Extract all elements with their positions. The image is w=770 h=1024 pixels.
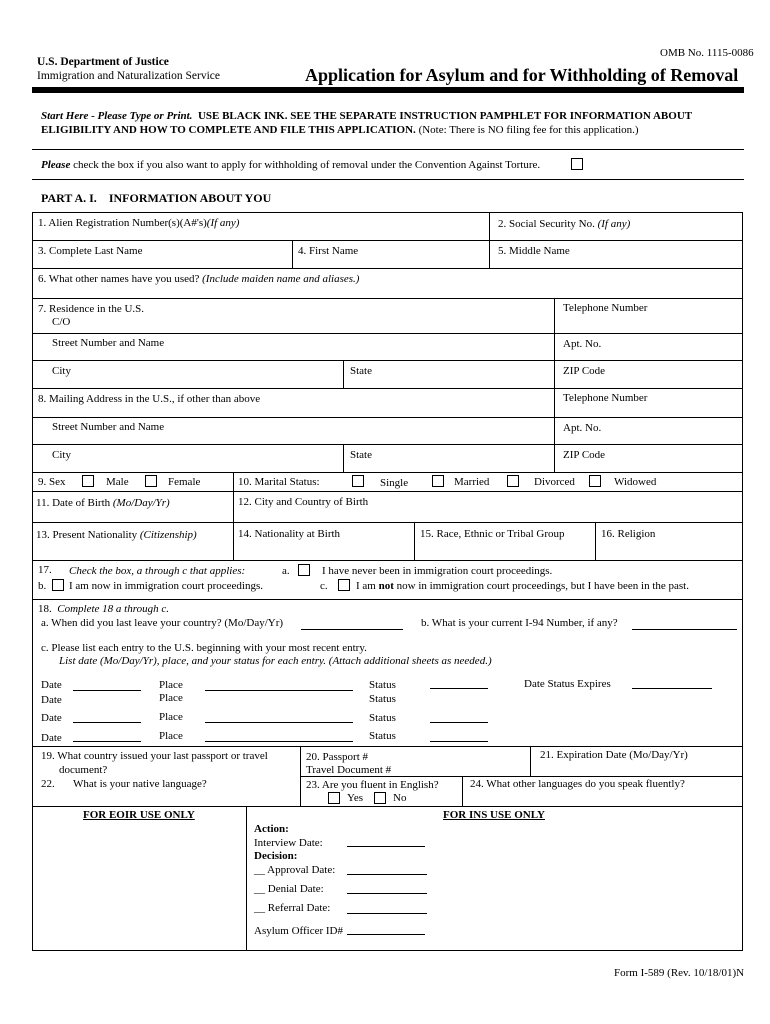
option-c-label: I am not now in immigration court proceedings, but I have been in the past. (356, 580, 689, 592)
divider (32, 179, 744, 180)
entry-date-label: Date (41, 732, 62, 744)
field-19-label: 19. What country issued your last passport or travel (41, 750, 268, 762)
field-14-label: 14. Nationality at Birth (238, 528, 341, 540)
zip-label: ZIP Code (563, 449, 606, 461)
sex-male-checkbox[interactable] (82, 475, 94, 487)
part-heading: PART A. I. INFORMATION ABOUT YOU (41, 191, 272, 205)
option-b-label: I am now in immigration court proceedings. (69, 580, 263, 592)
intro-line-2: ELIGIBILITY AND HOW TO COMPLETE AND FILE THIS APPLICATION. (Note: There is NO filing fee for this application.) (41, 124, 639, 136)
entry-status-label: Status (369, 693, 396, 705)
entry-date-label: Date (41, 712, 62, 724)
no-label: No (393, 792, 407, 804)
approval-date-label: __ Approval Date: (254, 864, 336, 876)
option-a-label: I have never been in immigration court proceedings. (322, 565, 553, 577)
field-8-label: 8. Mailing Address in the U.S., if other than above (38, 393, 261, 405)
entry-place-label: Place (159, 692, 183, 704)
female-label: Female (168, 476, 201, 488)
entry-place-line[interactable] (205, 741, 353, 742)
single-label: Single (380, 477, 409, 489)
field-20-passport-label: 20. Passport # (306, 751, 369, 763)
street-label: Street Number and Name (52, 421, 165, 433)
state-label: State (350, 449, 372, 461)
entry-status-label: Status (369, 712, 396, 724)
apt-label: Apt. No. (563, 422, 602, 434)
zip-label: ZIP Code (563, 365, 606, 377)
field-9-label: 9. Sex (38, 476, 66, 488)
omb-number: OMB No. 1115-0086 (660, 47, 754, 59)
date-status-expires-line[interactable] (632, 688, 712, 689)
field-18c-instruction: List date (Mo/Day/Yr), place, and your status for each entry. (Attach additional sheets as needed.) (59, 655, 492, 667)
field-4-label: 4. First Name (298, 245, 359, 257)
referral-date-label: __ Referral Date: (254, 902, 331, 914)
entry-status-line[interactable] (430, 741, 488, 742)
decision-label: Decision: (254, 850, 298, 862)
widowed-label: Widowed (614, 476, 657, 488)
field-13-label: 13. Present Nationality (Citizenship) (36, 529, 197, 541)
field-12-label: 12. City and Country of Birth (238, 496, 369, 508)
field-16-label: 16. Religion (601, 528, 656, 540)
field-23-label: 23. Are you fluent in English? (306, 779, 439, 791)
apt-label: Apt. No. (563, 338, 602, 350)
entry-place-line[interactable] (205, 722, 353, 723)
asylum-officer-label: Asylum Officer ID# (254, 925, 343, 937)
denial-date-label: __ Denial Date: (254, 883, 324, 895)
field-2-label: 2. Social Security No. (If any) (498, 218, 631, 230)
date-status-expires-label: Date Status Expires (524, 678, 611, 690)
field-20-travel-doc-label: Travel Document # (306, 764, 392, 776)
street-label: Street Number and Name (52, 337, 165, 349)
english-no-checkbox[interactable] (374, 792, 386, 804)
intro-line-1: Start Here - Please Type or Print. USE BLACK INK. SEE THE SEPARATE INSTRUCTION PAMPHLET FOR INFORMATION ABOUT (41, 110, 693, 122)
field-18b-label: b. What is your current I-94 Number, if any? (421, 617, 618, 629)
marital-widowed-checkbox[interactable] (589, 475, 601, 487)
marital-married-checkbox[interactable] (432, 475, 444, 487)
entry-status-line[interactable] (430, 722, 488, 723)
married-label: Married (454, 476, 490, 488)
field-18c-label: c. Please list each entry to the U.S. beginning with your most recent entry. (41, 642, 367, 654)
interview-date-label: Interview Date: (254, 837, 323, 849)
cat-checkbox[interactable] (571, 158, 583, 170)
departure-date-line[interactable] (301, 629, 403, 630)
english-yes-checkbox[interactable] (328, 792, 340, 804)
entry-status-label: Status (369, 679, 396, 691)
telephone-label: Telephone Number (563, 392, 648, 404)
field-22-number: 22. (41, 778, 55, 790)
marital-divorced-checkbox[interactable] (507, 475, 519, 487)
field-18-label: 18. Complete 18 a through c. (38, 603, 169, 615)
entry-place-label: Place (159, 711, 183, 723)
interview-date-line[interactable] (347, 846, 425, 847)
approval-date-line[interactable] (347, 874, 427, 875)
option-a-letter: a. (282, 565, 290, 577)
field-17-number: 17. (38, 564, 52, 576)
field-7-label: 7. Residence in the U.S. (38, 303, 145, 315)
entry-place-label: Place (159, 679, 183, 691)
marital-single-checkbox[interactable] (352, 475, 364, 487)
court-past-checkbox[interactable] (338, 579, 350, 591)
field-24-label: 24. What other languages do you speak fluently? (470, 778, 685, 790)
ins-use-heading: FOR INS USE ONLY (443, 809, 545, 821)
asylum-officer-line[interactable] (347, 934, 425, 935)
field-17-instruction: Check the box, a through c that applies: (69, 565, 246, 577)
option-c-letter: c. (320, 580, 328, 592)
state-label: State (350, 365, 372, 377)
field-6-label: 6. What other names have you used? (Include maiden name and aliases.) (38, 273, 360, 285)
field-22-label: What is your native language? (73, 778, 207, 790)
court-never-checkbox[interactable] (298, 564, 310, 576)
department-name: U.S. Department of Justice (37, 56, 169, 68)
male-label: Male (106, 476, 129, 488)
entry-date-line[interactable] (73, 690, 141, 691)
city-label: City (52, 449, 71, 461)
care-of-label: C/O (52, 316, 71, 328)
sex-female-checkbox[interactable] (145, 475, 157, 487)
field-21-label: 21. Expiration Date (Mo/Day/Yr) (540, 749, 688, 761)
form-number-footer: Form I-589 (Rev. 10/18/01)N (614, 967, 745, 979)
cat-instruction: Please check the box if you also want to apply for withholding of removal under the Convention Against Torture. (41, 159, 541, 171)
telephone-label: Telephone Number (563, 302, 648, 314)
form-title: Application for Asylum and for Withholding of Removal (305, 65, 739, 85)
divorced-label: Divorced (534, 476, 575, 488)
entry-place-line[interactable] (205, 690, 353, 691)
field-1-label: 1. Alien Registration Number(s)(A#'s)(If any) (38, 217, 240, 229)
field-18a-label: a. When did you last leave your country? (Mo/Day/Yr) (41, 617, 284, 629)
field-3-label: 3. Complete Last Name (38, 245, 143, 257)
field-19-label-cont: document? (59, 764, 108, 776)
field-11-label: 11. Date of Birth (Mo/Day/Yr) (36, 497, 170, 509)
city-label: City (52, 365, 71, 377)
field-15-label: 15. Race, Ethnic or Tribal Group (420, 528, 565, 540)
entry-date-line[interactable] (73, 741, 141, 742)
i94-number-line[interactable] (632, 629, 737, 630)
entry-place-label: Place (159, 730, 183, 742)
denial-date-line[interactable] (347, 893, 427, 894)
entry-date-label: Date (41, 679, 62, 691)
referral-date-line[interactable] (347, 913, 427, 914)
yes-label: Yes (347, 792, 364, 804)
action-label: Action: (254, 823, 289, 835)
eoir-use-heading: FOR EOIR USE ONLY (83, 809, 195, 821)
agency-name: Immigration and Naturalization Service (37, 70, 220, 82)
entry-status-label: Status (369, 730, 396, 742)
divider (32, 149, 744, 150)
field-5-label: 5. Middle Name (498, 245, 570, 257)
court-now-checkbox[interactable] (52, 579, 64, 591)
entry-date-label: Date (41, 694, 62, 706)
option-b-letter: b. (38, 580, 47, 592)
title-rule (32, 87, 744, 93)
entry-date-line[interactable] (73, 722, 141, 723)
entry-status-line[interactable] (430, 688, 488, 689)
field-10-label: 10. Marital Status: (238, 476, 320, 488)
